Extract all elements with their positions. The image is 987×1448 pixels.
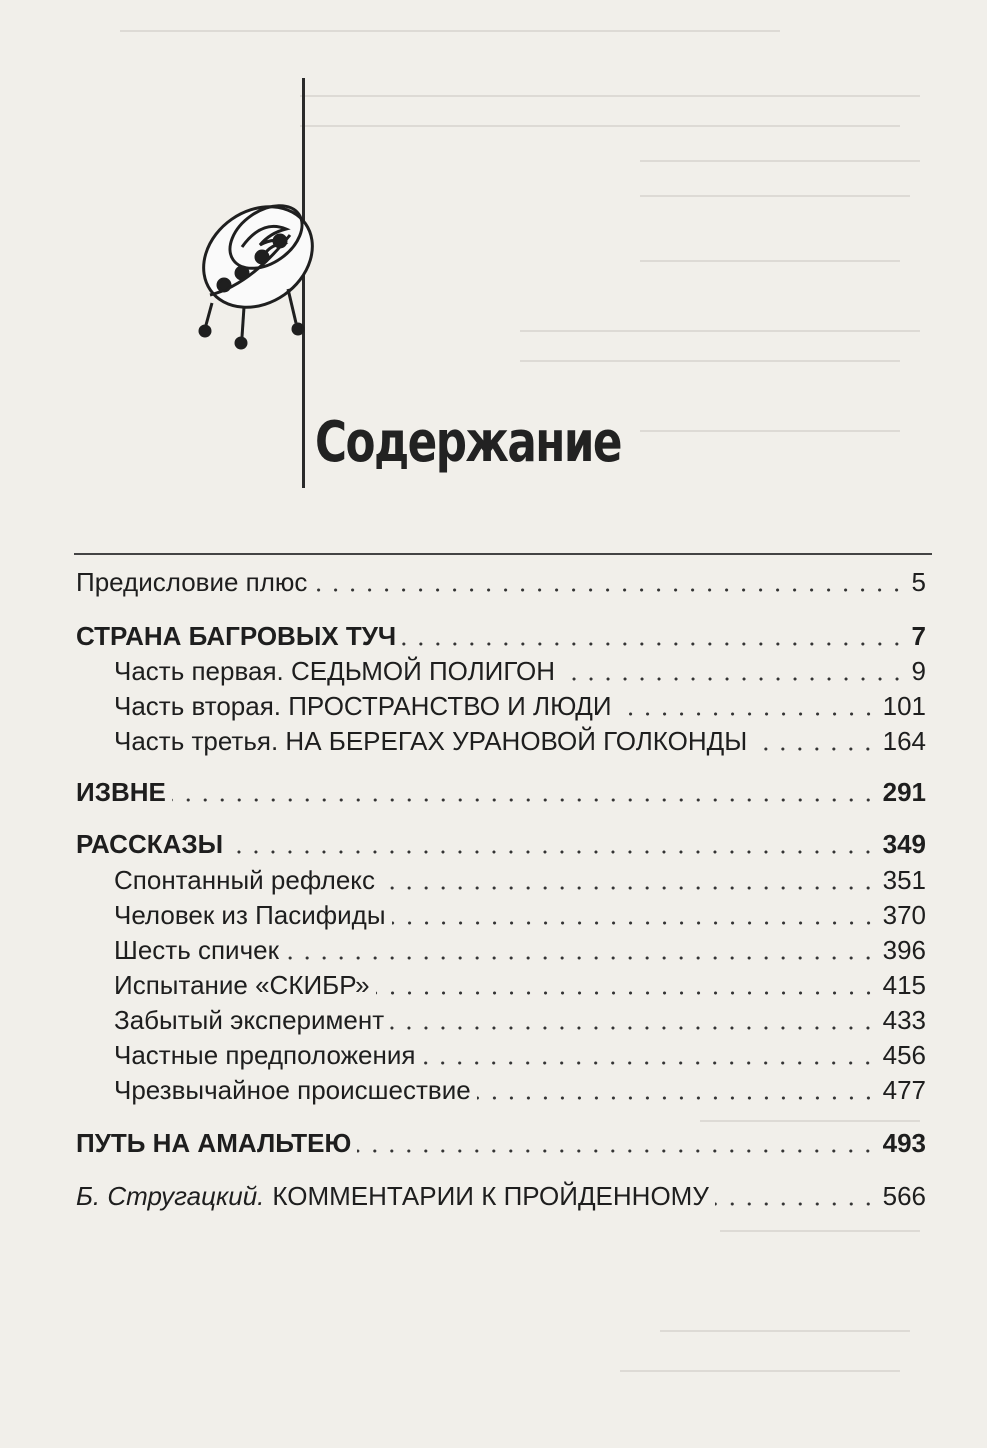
toc-entry-title: Шесть спичек bbox=[114, 935, 279, 965]
toc-subentry-story[interactable] bbox=[114, 969, 926, 1001]
dot-leader bbox=[392, 921, 877, 925]
toc-entry-title: КОММЕНТАРИИ К ПРОЙДЕННОМУ bbox=[272, 1181, 709, 1211]
flying-saucer-icon bbox=[180, 185, 320, 360]
toc-entry-title: ПУТЬ НА АМАЛЬТЕЮ bbox=[76, 1128, 352, 1158]
dot-leader bbox=[285, 956, 877, 960]
toc-entry-title: Спонтанный рефлекс bbox=[114, 865, 375, 895]
toc-entry-title: РАССКАЗЫ bbox=[76, 829, 224, 859]
toc-page-number: 351 bbox=[882, 865, 926, 895]
dot-leader bbox=[172, 798, 877, 802]
toc-entry-title: Часть вторая. ПРОСТРАНСТВО И ЛЮДИ bbox=[114, 691, 612, 721]
toc-subentry-part-2[interactable] bbox=[114, 690, 926, 722]
dot-leader bbox=[229, 850, 876, 854]
toc-subentry-story[interactable] bbox=[114, 864, 926, 896]
page-title: Содержание bbox=[315, 410, 621, 475]
toc-page-number: 566 bbox=[882, 1181, 926, 1211]
title-separator bbox=[74, 553, 932, 555]
toc-entry-title: Предисловие плюс bbox=[76, 567, 308, 597]
toc-page-number: 291 bbox=[882, 777, 926, 807]
toc-page-number: 477 bbox=[882, 1075, 926, 1105]
toc-entry-izvne[interactable] bbox=[76, 776, 926, 808]
toc-entry-title: Испытание «СКИБР» bbox=[114, 970, 370, 1000]
toc-entry-title: Человек из Пасифиды bbox=[114, 900, 386, 930]
dot-leader bbox=[390, 1026, 876, 1030]
dot-leader bbox=[402, 642, 905, 646]
dot-leader bbox=[421, 1061, 876, 1065]
dot-leader bbox=[618, 712, 877, 716]
toc-subentry-story[interactable] bbox=[114, 899, 926, 931]
toc-page-number: 164 bbox=[882, 726, 926, 756]
toc-page-number: 433 bbox=[882, 1005, 926, 1035]
toc-entry-title: Частные предположения bbox=[114, 1040, 416, 1070]
toc-entry-author: Б. Стругацкий. bbox=[76, 1181, 265, 1211]
toc-page-number: 415 bbox=[882, 970, 926, 1000]
dot-leader bbox=[357, 1149, 876, 1153]
toc-entry-amalteya[interactable] bbox=[76, 1127, 926, 1159]
toc-entry-preface[interactable] bbox=[76, 566, 926, 598]
toc-subentry-story[interactable] bbox=[114, 1039, 926, 1071]
dot-leader bbox=[477, 1096, 877, 1100]
toc-page-number: 7 bbox=[911, 621, 926, 651]
toc-entry-rasskazy[interactable] bbox=[76, 828, 926, 860]
toc-entry-title: СТРАНА БАГРОВЫХ ТУЧ bbox=[76, 621, 397, 651]
toc-subentry-part-3[interactable] bbox=[114, 725, 926, 757]
toc-page-number: 493 bbox=[882, 1128, 926, 1158]
toc-page-number: 101 bbox=[882, 691, 926, 721]
toc-entry-comments[interactable] bbox=[76, 1180, 926, 1212]
toc-subentry-part-1[interactable] bbox=[114, 655, 926, 687]
toc-subentry-story[interactable] bbox=[114, 1004, 926, 1036]
toc-page-number: 396 bbox=[882, 935, 926, 965]
dot-leader bbox=[561, 677, 906, 681]
toc-page-number: 9 bbox=[911, 656, 926, 686]
toc-subentry-story[interactable] bbox=[114, 934, 926, 966]
dot-leader bbox=[381, 886, 877, 890]
toc-entry-title: Часть третья. НА БЕРЕГАХ УРАНОВОЙ ГОЛКОНДЫ bbox=[114, 726, 748, 756]
toc-subentry-story[interactable] bbox=[114, 1074, 926, 1106]
toc-page-number: 456 bbox=[882, 1040, 926, 1070]
toc-entry-title: Забытый эксперимент bbox=[114, 1005, 385, 1035]
toc-page-number: 370 bbox=[882, 900, 926, 930]
toc-entry-title: Чрезвычайное происшествие bbox=[114, 1075, 471, 1105]
toc-entry-title: Часть первая. СЕДЬМОЙ ПОЛИГОН bbox=[114, 656, 555, 686]
dot-leader bbox=[313, 588, 905, 592]
dot-leader bbox=[715, 1202, 877, 1206]
dot-leader bbox=[753, 747, 876, 751]
toc-page-number: 349 bbox=[882, 829, 926, 859]
toc-entry-title: ИЗВНЕ bbox=[76, 777, 166, 807]
toc-entry-strana[interactable] bbox=[76, 620, 926, 652]
toc-page-number: 5 bbox=[911, 567, 926, 597]
dot-leader bbox=[376, 991, 877, 995]
